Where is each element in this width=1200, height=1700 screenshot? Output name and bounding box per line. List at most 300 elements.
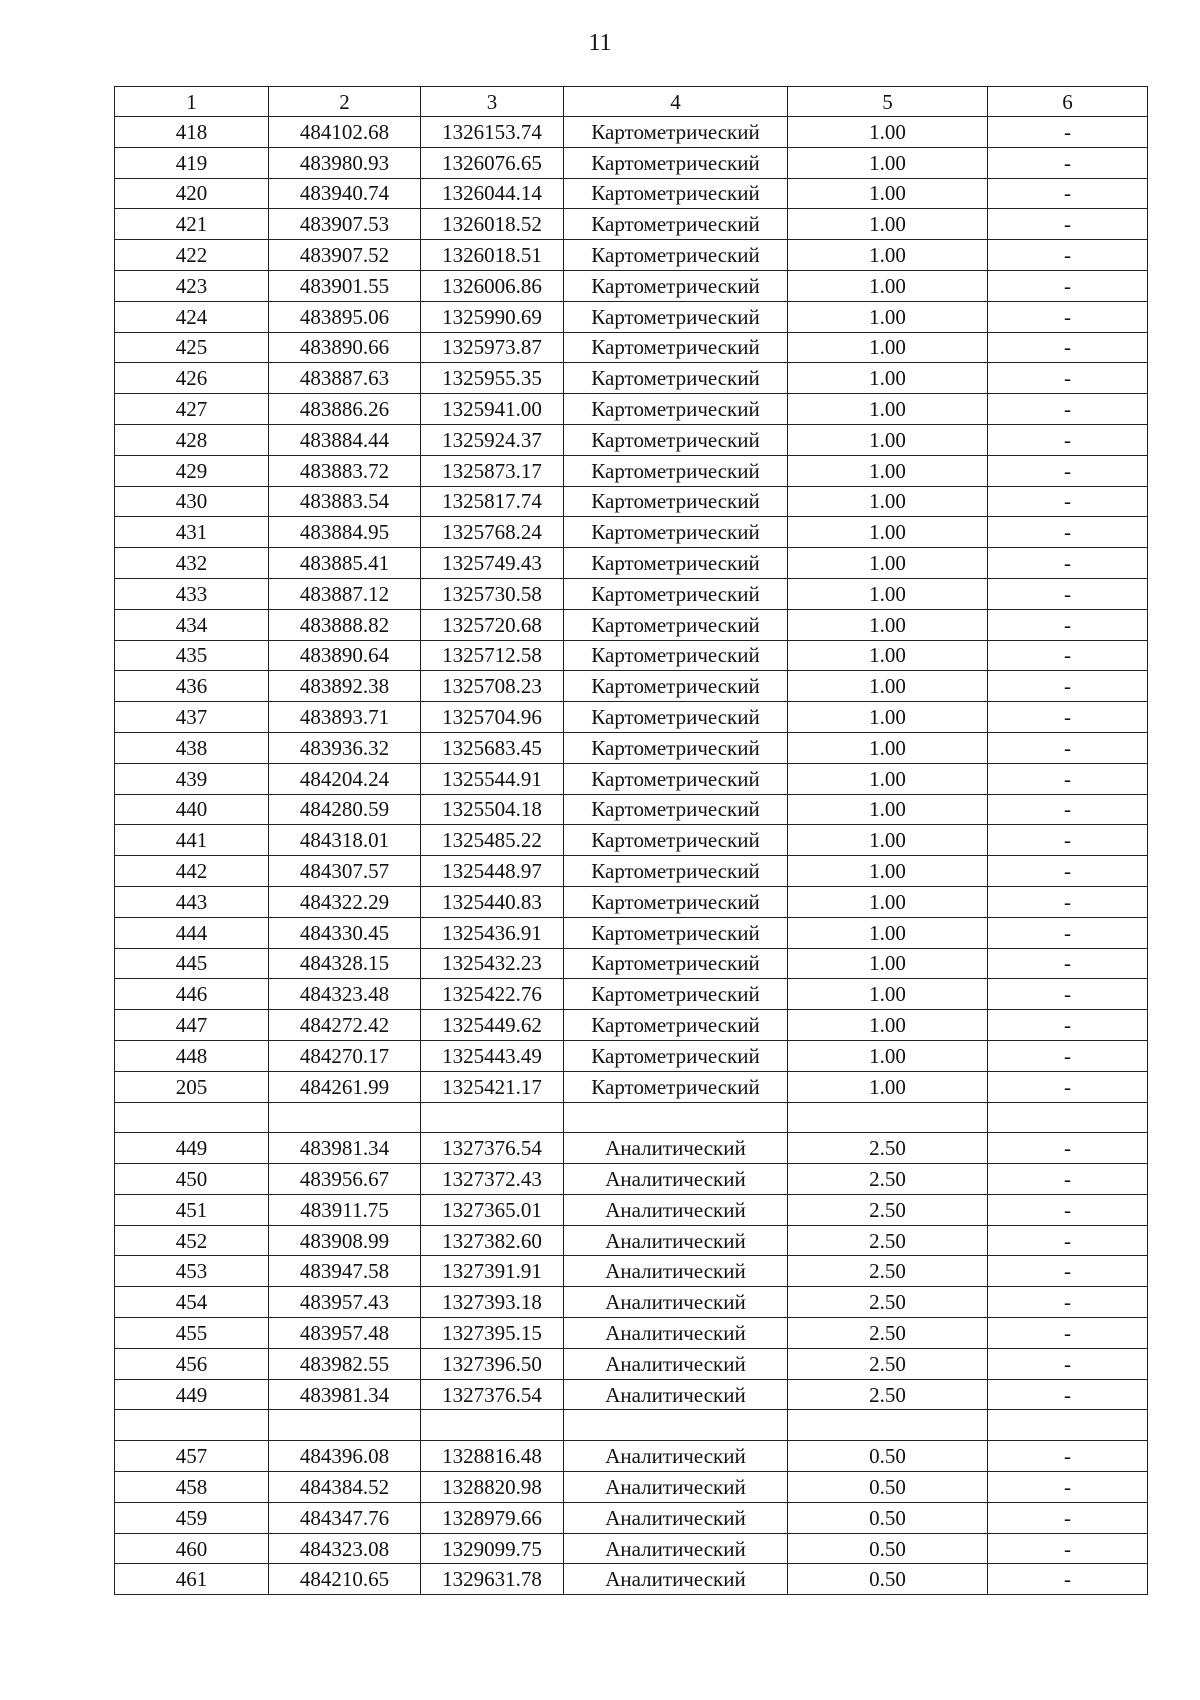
y-coordinate-cell (421, 1102, 564, 1133)
table-row (115, 363, 1148, 394)
point-number-cell: 441 (115, 825, 269, 856)
accuracy-cell: 0.50 (788, 1533, 988, 1564)
point-number-cell: 449 (115, 1133, 269, 1164)
table-body (115, 117, 1148, 1595)
method-cell: Картометрический (564, 270, 788, 301)
method-cell: Картометрический (564, 732, 788, 763)
accuracy-cell: 0.50 (788, 1472, 988, 1503)
accuracy-cell: 0.50 (788, 1441, 988, 1472)
accuracy-cell: 1.00 (788, 979, 988, 1010)
method-cell: Картометрический (564, 424, 788, 455)
note-cell: - (988, 609, 1148, 640)
y-coordinate-cell: 1328979.66 (421, 1502, 564, 1533)
y-coordinate-cell: 1325683.45 (421, 732, 564, 763)
method-cell: Картометрический (564, 394, 788, 425)
table-row (115, 1071, 1148, 1102)
accuracy-cell: 1.00 (788, 1040, 988, 1071)
accuracy-cell: 1.00 (788, 209, 988, 240)
y-coordinate-cell: 1325485.22 (421, 825, 564, 856)
accuracy-cell: 2.50 (788, 1379, 988, 1410)
coordinates-table (114, 86, 1148, 1595)
y-coordinate-cell: 1325432.23 (421, 948, 564, 979)
x-coordinate-cell: 483908.99 (269, 1225, 421, 1256)
accuracy-cell: 2.50 (788, 1348, 988, 1379)
accuracy-cell: 1.00 (788, 794, 988, 825)
y-coordinate-cell: 1325704.96 (421, 702, 564, 733)
method-cell: Картометрический (564, 178, 788, 209)
point-number-cell: 455 (115, 1318, 269, 1349)
accuracy-cell: 1.00 (788, 517, 988, 548)
note-cell: - (988, 1040, 1148, 1071)
method-cell: Аналитический (564, 1472, 788, 1503)
point-number-cell: 428 (115, 424, 269, 455)
note-cell: - (988, 1318, 1148, 1349)
accuracy-cell: 1.00 (788, 240, 988, 271)
accuracy-cell: 2.50 (788, 1194, 988, 1225)
y-coordinate-cell: 1327365.01 (421, 1194, 564, 1225)
method-cell: Картометрический (564, 240, 788, 271)
x-coordinate-cell: 484280.59 (269, 794, 421, 825)
point-number-cell: 434 (115, 609, 269, 640)
table-row (115, 1441, 1148, 1472)
x-coordinate-cell: 484323.08 (269, 1533, 421, 1564)
point-number-cell: 460 (115, 1533, 269, 1564)
x-coordinate-cell: 484102.68 (269, 117, 421, 148)
x-coordinate-cell: 483884.95 (269, 517, 421, 548)
accuracy-cell: 1.00 (788, 640, 988, 671)
accuracy-cell: 1.00 (788, 363, 988, 394)
x-coordinate-cell: 483911.75 (269, 1194, 421, 1225)
method-cell: Картометрический (564, 117, 788, 148)
accuracy-cell: 1.00 (788, 948, 988, 979)
note-cell: - (988, 301, 1148, 332)
x-coordinate-cell: 484323.48 (269, 979, 421, 1010)
point-number-cell: 433 (115, 578, 269, 609)
accuracy-cell: 1.00 (788, 147, 988, 178)
y-coordinate-cell: 1326153.74 (421, 117, 564, 148)
y-coordinate-cell: 1325449.62 (421, 1010, 564, 1041)
note-cell: - (988, 1256, 1148, 1287)
table-row (115, 486, 1148, 517)
y-coordinate-cell: 1325443.49 (421, 1040, 564, 1071)
x-coordinate-cell: 484318.01 (269, 825, 421, 856)
table-row (115, 147, 1148, 178)
note-cell: - (988, 1194, 1148, 1225)
point-number-cell: 453 (115, 1256, 269, 1287)
note-cell: - (988, 1164, 1148, 1195)
method-cell: Картометрический (564, 301, 788, 332)
table-row (115, 1164, 1148, 1195)
x-coordinate-cell: 483940.74 (269, 178, 421, 209)
note-cell: - (988, 886, 1148, 917)
table-row (115, 1472, 1148, 1503)
x-coordinate-cell: 484270.17 (269, 1040, 421, 1071)
method-cell: Аналитический (564, 1194, 788, 1225)
y-coordinate-cell: 1325730.58 (421, 578, 564, 609)
x-coordinate-cell: 483886.26 (269, 394, 421, 425)
page-number: 11 (588, 30, 612, 56)
y-coordinate-cell: 1326076.65 (421, 147, 564, 178)
y-coordinate-cell: 1325990.69 (421, 301, 564, 332)
method-cell: Картометрический (564, 979, 788, 1010)
x-coordinate-cell: 484261.99 (269, 1071, 421, 1102)
note-cell: - (988, 856, 1148, 887)
accuracy-cell: 0.50 (788, 1564, 988, 1595)
note-cell: - (988, 640, 1148, 671)
point-number-cell: 452 (115, 1225, 269, 1256)
method-cell: Картометрический (564, 640, 788, 671)
point-number-cell: 448 (115, 1040, 269, 1071)
table-row (115, 1256, 1148, 1287)
y-coordinate-cell: 1325440.83 (421, 886, 564, 917)
method-cell: Картометрический (564, 578, 788, 609)
x-coordinate-cell: 483888.82 (269, 609, 421, 640)
method-cell: Аналитический (564, 1348, 788, 1379)
method-cell: Картометрический (564, 517, 788, 548)
separator-row (115, 1102, 1148, 1133)
note-cell: - (988, 455, 1148, 486)
y-coordinate-cell: 1325973.87 (421, 332, 564, 363)
table-row (115, 1287, 1148, 1318)
point-number-cell: 438 (115, 732, 269, 763)
accuracy-cell: 1.00 (788, 394, 988, 425)
x-coordinate-cell: 483980.93 (269, 147, 421, 178)
column-header-2: 2 (269, 87, 421, 117)
method-cell: Картометрический (564, 209, 788, 240)
table-row (115, 578, 1148, 609)
note-cell: - (988, 1348, 1148, 1379)
method-cell: Аналитический (564, 1564, 788, 1595)
accuracy-cell (788, 1102, 988, 1133)
method-cell: Картометрический (564, 147, 788, 178)
table-row (115, 209, 1148, 240)
y-coordinate-cell: 1326018.51 (421, 240, 564, 271)
y-coordinate-cell: 1326006.86 (421, 270, 564, 301)
column-header-5: 5 (788, 87, 988, 117)
point-number-cell: 426 (115, 363, 269, 394)
accuracy-cell: 1.00 (788, 424, 988, 455)
y-coordinate-cell: 1327396.50 (421, 1348, 564, 1379)
x-coordinate-cell: 483895.06 (269, 301, 421, 332)
note-cell: - (988, 979, 1148, 1010)
method-cell: Аналитический (564, 1225, 788, 1256)
point-number-cell: 450 (115, 1164, 269, 1195)
table-header (115, 87, 1148, 117)
table-row (115, 763, 1148, 794)
accuracy-cell: 1.00 (788, 301, 988, 332)
x-coordinate-cell: 483907.52 (269, 240, 421, 271)
x-coordinate-cell: 483981.34 (269, 1379, 421, 1410)
point-number-cell: 420 (115, 178, 269, 209)
point-number-cell: 429 (115, 455, 269, 486)
note-cell: - (988, 332, 1148, 363)
point-number-cell: 444 (115, 917, 269, 948)
table-row (115, 702, 1148, 733)
table-row (115, 1010, 1148, 1041)
table-row (115, 1133, 1148, 1164)
x-coordinate-cell: 484330.45 (269, 917, 421, 948)
table-row (115, 671, 1148, 702)
accuracy-cell: 1.00 (788, 671, 988, 702)
table-row (115, 394, 1148, 425)
accuracy-cell: 1.00 (788, 763, 988, 794)
x-coordinate-cell: 483982.55 (269, 1348, 421, 1379)
y-coordinate-cell: 1325708.23 (421, 671, 564, 702)
y-coordinate-cell: 1325421.17 (421, 1071, 564, 1102)
note-cell: - (988, 486, 1148, 517)
x-coordinate-cell: 483907.53 (269, 209, 421, 240)
accuracy-cell: 1.00 (788, 856, 988, 887)
point-number-cell: 419 (115, 147, 269, 178)
table-row (115, 1348, 1148, 1379)
method-cell (564, 1102, 788, 1133)
note-cell: - (988, 702, 1148, 733)
table-row (115, 424, 1148, 455)
table-row (115, 732, 1148, 763)
x-coordinate-cell: 483957.43 (269, 1287, 421, 1318)
accuracy-cell: 2.50 (788, 1225, 988, 1256)
x-coordinate-cell: 483936.32 (269, 732, 421, 763)
x-coordinate-cell: 484210.65 (269, 1564, 421, 1595)
method-cell: Аналитический (564, 1133, 788, 1164)
table-row (115, 240, 1148, 271)
x-coordinate-cell: 483893.71 (269, 702, 421, 733)
accuracy-cell: 1.00 (788, 1010, 988, 1041)
note-cell: - (988, 1133, 1148, 1164)
column-header-1: 1 (115, 87, 269, 117)
point-number-cell: 432 (115, 548, 269, 579)
method-cell (564, 1410, 788, 1441)
x-coordinate-cell: 484322.29 (269, 886, 421, 917)
point-number-cell: 427 (115, 394, 269, 425)
x-coordinate-cell (269, 1102, 421, 1133)
accuracy-cell: 1.00 (788, 270, 988, 301)
x-coordinate-cell: 483890.64 (269, 640, 421, 671)
method-cell: Аналитический (564, 1318, 788, 1349)
method-cell: Картометрический (564, 1010, 788, 1041)
x-coordinate-cell: 483947.58 (269, 1256, 421, 1287)
y-coordinate-cell: 1327376.54 (421, 1133, 564, 1164)
x-coordinate-cell: 484307.57 (269, 856, 421, 887)
accuracy-cell: 1.00 (788, 825, 988, 856)
note-cell: - (988, 578, 1148, 609)
note-cell: - (988, 1533, 1148, 1564)
x-coordinate-cell: 484328.15 (269, 948, 421, 979)
point-number-cell (115, 1102, 269, 1133)
note-cell: - (988, 763, 1148, 794)
table-row (115, 1225, 1148, 1256)
table-row (115, 270, 1148, 301)
method-cell: Аналитический (564, 1441, 788, 1472)
table-row (115, 609, 1148, 640)
point-number-cell: 431 (115, 517, 269, 548)
note-cell: - (988, 1379, 1148, 1410)
x-coordinate-cell: 483883.72 (269, 455, 421, 486)
accuracy-cell: 1.00 (788, 917, 988, 948)
accuracy-cell: 2.50 (788, 1164, 988, 1195)
x-coordinate-cell: 484396.08 (269, 1441, 421, 1472)
table-row (115, 178, 1148, 209)
point-number-cell: 437 (115, 702, 269, 733)
note-cell: - (988, 178, 1148, 209)
accuracy-cell: 1.00 (788, 1071, 988, 1102)
accuracy-cell: 1.00 (788, 732, 988, 763)
method-cell: Картометрический (564, 363, 788, 394)
column-header-4: 4 (564, 87, 788, 117)
column-header-6: 6 (988, 87, 1148, 117)
note-cell: - (988, 1502, 1148, 1533)
accuracy-cell: 0.50 (788, 1502, 988, 1533)
accuracy-cell: 1.00 (788, 702, 988, 733)
y-coordinate-cell: 1325955.35 (421, 363, 564, 394)
y-coordinate-cell: 1328820.98 (421, 1472, 564, 1503)
note-cell: - (988, 671, 1148, 702)
table-row (115, 886, 1148, 917)
y-coordinate-cell: 1325873.17 (421, 455, 564, 486)
y-coordinate-cell (421, 1410, 564, 1441)
point-number-cell: 456 (115, 1348, 269, 1379)
point-number-cell: 430 (115, 486, 269, 517)
accuracy-cell: 1.00 (788, 548, 988, 579)
note-cell: - (988, 363, 1148, 394)
accuracy-cell: 2.50 (788, 1256, 988, 1287)
table-row (115, 1194, 1148, 1225)
x-coordinate-cell: 483883.54 (269, 486, 421, 517)
note-cell: - (988, 394, 1148, 425)
y-coordinate-cell: 1327376.54 (421, 1379, 564, 1410)
y-coordinate-cell: 1325817.74 (421, 486, 564, 517)
table-row (115, 1564, 1148, 1595)
point-number-cell: 439 (115, 763, 269, 794)
method-cell: Картометрический (564, 763, 788, 794)
y-coordinate-cell: 1325504.18 (421, 794, 564, 825)
x-coordinate-cell: 483887.12 (269, 578, 421, 609)
point-number-cell: 446 (115, 979, 269, 1010)
method-cell: Картометрический (564, 917, 788, 948)
note-cell: - (988, 517, 1148, 548)
accuracy-cell: 1.00 (788, 117, 988, 148)
point-number-cell: 435 (115, 640, 269, 671)
method-cell: Картометрический (564, 332, 788, 363)
y-coordinate-cell: 1325768.24 (421, 517, 564, 548)
accuracy-cell: 1.00 (788, 486, 988, 517)
x-coordinate-cell: 484272.42 (269, 1010, 421, 1041)
note-cell: - (988, 209, 1148, 240)
note-cell: - (988, 1010, 1148, 1041)
method-cell: Картометрический (564, 886, 788, 917)
x-coordinate-cell: 483981.34 (269, 1133, 421, 1164)
table-row (115, 548, 1148, 579)
point-number-cell: 459 (115, 1502, 269, 1533)
point-number-cell: 436 (115, 671, 269, 702)
accuracy-cell: 2.50 (788, 1318, 988, 1349)
table-row (115, 1502, 1148, 1533)
point-number-cell: 451 (115, 1194, 269, 1225)
note-cell: - (988, 1225, 1148, 1256)
point-number-cell: 442 (115, 856, 269, 887)
accuracy-cell: 1.00 (788, 178, 988, 209)
method-cell: Аналитический (564, 1502, 788, 1533)
method-cell: Аналитический (564, 1287, 788, 1318)
x-coordinate-cell: 484384.52 (269, 1472, 421, 1503)
y-coordinate-cell: 1325941.00 (421, 394, 564, 425)
table-row (115, 1318, 1148, 1349)
point-number-cell: 424 (115, 301, 269, 332)
table-row (115, 640, 1148, 671)
accuracy-cell: 2.50 (788, 1133, 988, 1164)
x-coordinate-cell: 483892.38 (269, 671, 421, 702)
y-coordinate-cell: 1325544.91 (421, 763, 564, 794)
accuracy-cell: 2.50 (788, 1287, 988, 1318)
y-coordinate-cell: 1327395.15 (421, 1318, 564, 1349)
note-cell (988, 1102, 1148, 1133)
note-cell: - (988, 117, 1148, 148)
method-cell: Картометрический (564, 1040, 788, 1071)
table-row (115, 794, 1148, 825)
method-cell: Картометрический (564, 948, 788, 979)
note-cell: - (988, 1071, 1148, 1102)
point-number-cell: 440 (115, 794, 269, 825)
point-number-cell: 454 (115, 1287, 269, 1318)
y-coordinate-cell: 1325448.97 (421, 856, 564, 887)
y-coordinate-cell: 1328816.48 (421, 1441, 564, 1472)
y-coordinate-cell: 1325720.68 (421, 609, 564, 640)
table-row (115, 517, 1148, 548)
accuracy-cell: 1.00 (788, 609, 988, 640)
table-row (115, 117, 1148, 148)
table-row (115, 1533, 1148, 1564)
accuracy-cell: 1.00 (788, 886, 988, 917)
note-cell: - (988, 548, 1148, 579)
method-cell: Картометрический (564, 486, 788, 517)
header-row (115, 87, 1148, 117)
method-cell: Картометрический (564, 702, 788, 733)
note-cell: - (988, 1564, 1148, 1595)
note-cell: - (988, 1287, 1148, 1318)
point-number-cell: 443 (115, 886, 269, 917)
point-number-cell: 445 (115, 948, 269, 979)
note-cell: - (988, 424, 1148, 455)
table-row (115, 917, 1148, 948)
method-cell: Картометрический (564, 671, 788, 702)
method-cell: Картометрический (564, 548, 788, 579)
table-row (115, 856, 1148, 887)
y-coordinate-cell: 1327391.91 (421, 1256, 564, 1287)
point-number-cell: 422 (115, 240, 269, 271)
note-cell: - (988, 948, 1148, 979)
note-cell: - (988, 1472, 1148, 1503)
table-row (115, 1379, 1148, 1410)
x-coordinate-cell: 483885.41 (269, 548, 421, 579)
x-coordinate-cell: 483887.63 (269, 363, 421, 394)
note-cell: - (988, 270, 1148, 301)
point-number-cell: 457 (115, 1441, 269, 1472)
point-number-cell: 447 (115, 1010, 269, 1041)
table-row (115, 979, 1148, 1010)
x-coordinate-cell: 484347.76 (269, 1502, 421, 1533)
method-cell: Картометрический (564, 794, 788, 825)
y-coordinate-cell: 1327393.18 (421, 1287, 564, 1318)
y-coordinate-cell: 1325749.43 (421, 548, 564, 579)
point-number-cell: 423 (115, 270, 269, 301)
note-cell: - (988, 147, 1148, 178)
y-coordinate-cell: 1329099.75 (421, 1533, 564, 1564)
note-cell (988, 1410, 1148, 1441)
y-coordinate-cell: 1326044.14 (421, 178, 564, 209)
x-coordinate-cell (269, 1410, 421, 1441)
table-row (115, 1040, 1148, 1071)
y-coordinate-cell: 1325436.91 (421, 917, 564, 948)
